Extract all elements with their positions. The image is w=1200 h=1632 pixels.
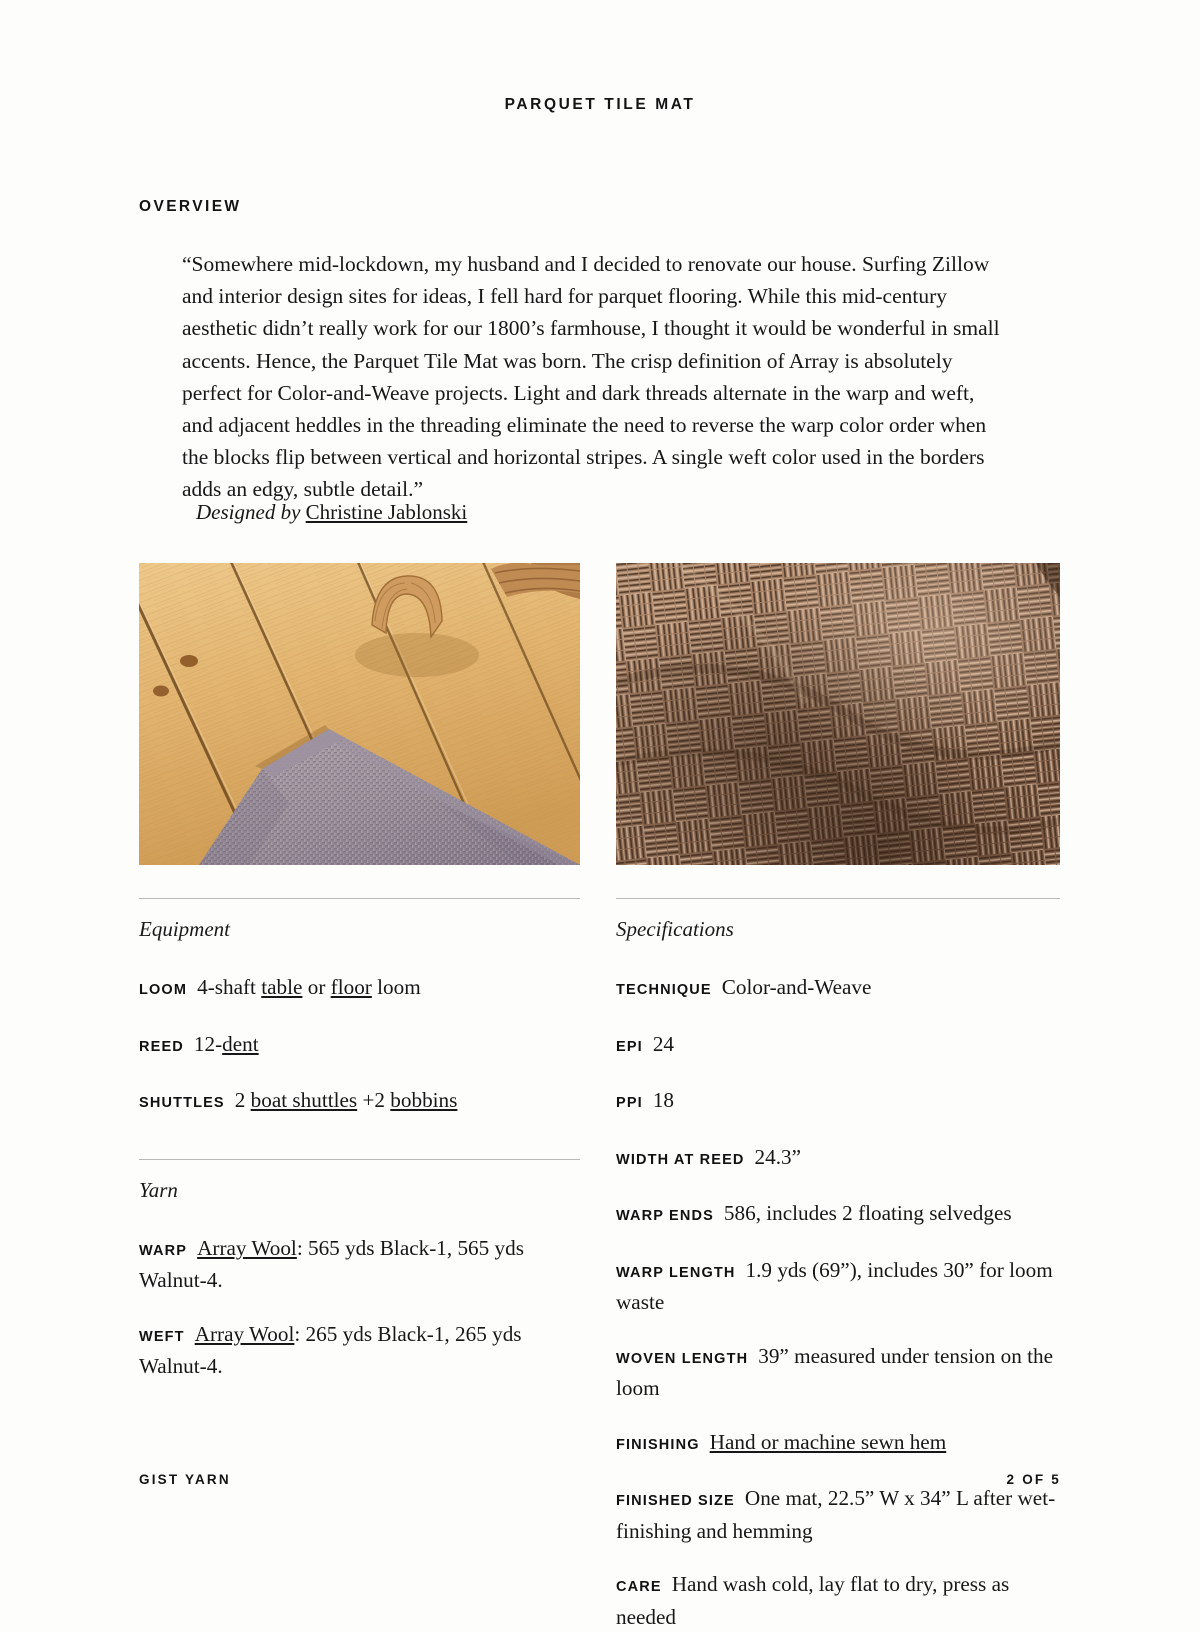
spec-label-ppi: PPI — [616, 1095, 643, 1111]
right-column — [616, 898, 1060, 1632]
spec-item-warp-ends — [616, 1199, 1060, 1232]
boat-shuttles-link[interactable]: boat shuttles — [250, 1088, 358, 1112]
spec-item-epi — [616, 1030, 1060, 1063]
yarn-label-warp: WARP — [139, 1242, 188, 1259]
spec-value-epi: 24 — [652, 1031, 675, 1056]
loom-value-pre: 4-shaft — [197, 975, 262, 999]
spec-item-ppi — [616, 1086, 1060, 1119]
array-wool-warp-link[interactable]: Array Wool — [197, 1235, 297, 1260]
spec-value-width-at-reed: 24.3” — [754, 1144, 802, 1169]
reed-value-pre: 12- — [193, 1031, 223, 1056]
spec-item-care — [616, 1570, 1060, 1632]
photo-weave-closeup — [616, 563, 1060, 865]
spec-item-technique — [616, 973, 1060, 1006]
footer-brand: GIST YARN — [139, 1472, 231, 1487]
spec-label-finishing: FINISHING — [616, 1436, 700, 1453]
yarn-weft-text: : 265 yds Black-1, 265 yds Walnut-4. — [139, 1321, 522, 1378]
spec-item-finishing — [616, 1428, 1060, 1461]
yarn-list — [139, 1234, 580, 1382]
yarn-item-weft — [139, 1320, 580, 1382]
spec-label-width-at-reed: WIDTH AT REED — [616, 1151, 745, 1168]
yarn-label-weft: WEFT — [139, 1328, 185, 1345]
equipment-item-shuttles — [139, 1086, 580, 1119]
spec-label-woven-length: WOVEN LENGTH — [616, 1350, 749, 1367]
table-loom-link[interactable]: table — [261, 975, 303, 999]
spec-value-care: Hand wash cold, lay flat to dry, press as needed — [616, 1572, 1010, 1629]
spec-item-warp-length — [616, 1256, 1060, 1318]
shuttles-value-pre: 2 — [234, 1088, 251, 1112]
equipment-item-reed — [139, 1030, 580, 1063]
yarn-value-warp — [139, 1236, 524, 1293]
equipment-label-reed: REED — [139, 1038, 184, 1055]
spec-value-finished-size: One mat, 22.5” W x 34” L after wet-finishing and hemming — [616, 1486, 1056, 1543]
finishing-link[interactable]: Hand or machine sewn hem — [709, 1429, 947, 1454]
loom-value-mid: or — [302, 975, 331, 999]
equipment-item-loom — [139, 973, 580, 1006]
spec-item-finished-size — [616, 1484, 1060, 1546]
spec-label-warp-length: WARP LENGTH — [616, 1264, 736, 1281]
floor-loom-link[interactable]: floor — [330, 975, 372, 999]
spec-value-warp-length: 1.9 yds (69”), includes 30” for loom waste — [616, 1257, 1053, 1314]
equipment-title: Equipment — [139, 917, 230, 941]
spec-label-epi: EPI — [616, 1038, 643, 1055]
loom-value-post: loom — [371, 975, 421, 999]
equipment-value-reed — [194, 1032, 259, 1056]
specifications-divider — [616, 898, 1060, 899]
photo-mat-on-floor — [139, 563, 580, 865]
photo-weave-closeup-graphic — [616, 563, 1060, 865]
spec-item-woven-length — [616, 1342, 1060, 1404]
overview-heading: OVERVIEW — [139, 198, 242, 215]
yarn-divider — [139, 1159, 580, 1160]
yarn-value-weft — [139, 1322, 522, 1379]
equipment-list — [139, 973, 580, 1119]
spec-label-warp-ends: WARP ENDS — [616, 1208, 714, 1224]
left-column — [139, 898, 580, 1382]
spec-value-technique: Color-and-Weave — [721, 975, 872, 999]
spec-label-care: CARE — [616, 1579, 662, 1595]
dent-link[interactable]: dent — [222, 1031, 259, 1056]
page-title: PARQUET TILE MAT — [504, 96, 696, 113]
equipment-label-shuttles: SHUTTLES — [139, 1095, 225, 1111]
overview-quote: “Somewhere mid-lockdown, my husband and I decided to renovate our house. Surfing Zillow and interior design sites for ideas, I fell hard for parquet flooring. While this mid-century aesthetic didn’t really work for our 1800’s farmhouse, I thought it would be wonderful in small accents. Hence, the Parquet Tile Mat was born. The crisp definition of Array is absolutely perfect for Color-and-Weave projects. Light and dark threads alternate in the warp and weft, and adjacent heddles in the threading eliminate the need to reverse the warp color order when the blocks flip between vertical and horizontal stripes. A single weft color used in the borders adds an edgy, subtle detail.” — [182, 252, 1000, 502]
equipment-divider — [139, 898, 580, 899]
spec-value-warp-ends: 586, includes 2 floating selvedges — [723, 1201, 1012, 1225]
spec-item-width-at-reed — [616, 1143, 1060, 1176]
yarn-item-warp — [139, 1234, 580, 1296]
spec-label-finished-size: FINISHED SIZE — [616, 1493, 735, 1509]
spec-label-technique: TECHNIQUE — [616, 982, 712, 998]
specifications-title: Specifications — [616, 917, 734, 941]
spec-value-finishing — [710, 1430, 947, 1454]
equipment-label-loom: LOOM — [139, 982, 188, 998]
photo-mat-on-floor-graphic — [139, 563, 580, 865]
designer-link[interactable]: Christine Jablonski — [305, 500, 468, 524]
spec-value-ppi: 18 — [652, 1088, 675, 1112]
spec-value-woven-length: 39” measured under tension on the loom — [616, 1343, 1053, 1400]
array-wool-weft-link[interactable]: Array Wool — [194, 1321, 295, 1346]
equipment-value-shuttles — [235, 1088, 458, 1112]
designer-credit-label: Designed by — [196, 500, 301, 524]
specifications-list — [616, 973, 1060, 1632]
designer-credit — [196, 497, 467, 527]
yarn-title: Yarn — [139, 1177, 178, 1202]
footer-page-number: 2 OF 5 — [1006, 1472, 1061, 1487]
shuttles-value-mid: +2 — [357, 1088, 391, 1112]
bobbins-link[interactable]: bobbins — [390, 1088, 458, 1112]
yarn-section — [139, 1159, 580, 1382]
equipment-value-loom — [197, 975, 421, 999]
yarn-warp-text: : 565 yds Black-1, 565 yds Walnut-4. — [139, 1235, 524, 1292]
